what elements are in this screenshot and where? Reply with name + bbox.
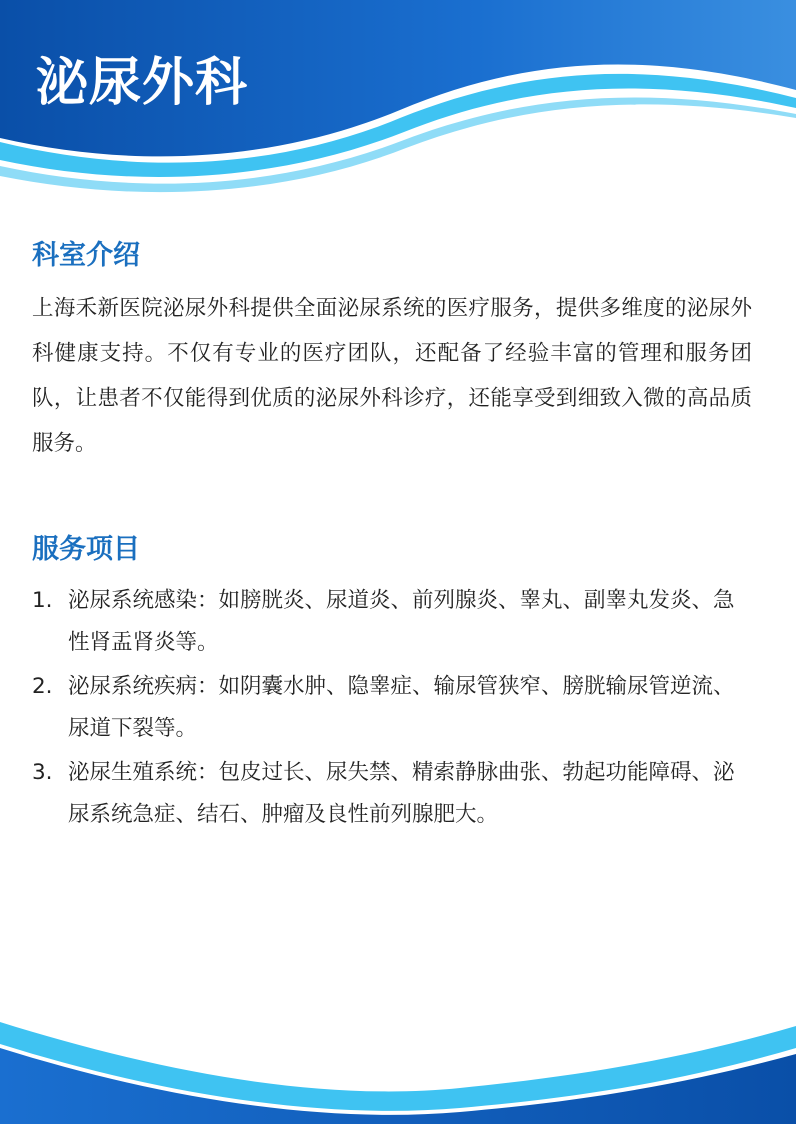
services-list (32, 580, 752, 836)
service-item-number: 1. (32, 588, 53, 613)
services-heading: 服务项目 (32, 534, 140, 565)
service-item-text: 泌尿系统感染：如膀胱炎、尿道炎、前列腺炎、睾丸、副睾丸发炎、急性肾盂肾炎等。 (68, 588, 735, 655)
service-item-number: 2. (32, 674, 53, 699)
intro-section (32, 236, 752, 466)
footer-wave-decoration (0, 1014, 796, 1124)
service-item-text: 泌尿系统疾病：如阴囊水肿、隐睾症、输尿管狭窄、膀胱输尿管逆流、尿道下裂等。 (68, 674, 735, 741)
page-title: 泌尿外科 (36, 53, 249, 113)
intro-heading: 科室介绍 (32, 240, 140, 271)
service-item (32, 666, 752, 750)
service-item (32, 752, 752, 836)
service-item (32, 580, 752, 664)
service-item-number: 3. (32, 760, 53, 785)
services-section (32, 530, 752, 838)
service-item-text: 泌尿生殖系统：包皮过长、尿失禁、精索静脉曲张、勃起功能障碍、泌尿系统急症、结石、肿瘤及良性前列腺肥大。 (68, 760, 735, 827)
intro-body: 上海禾新医院泌尿外科提供全面泌尿系统的医疗服务，提供多维度的泌尿外科健康支持。不仅有专业的医疗团队，还配备了经验丰富的管理和服务团队，让患者不仅能得到优质的泌尿外科诊疗，还能享受到细致入微的高品质服务。 (32, 296, 752, 456)
